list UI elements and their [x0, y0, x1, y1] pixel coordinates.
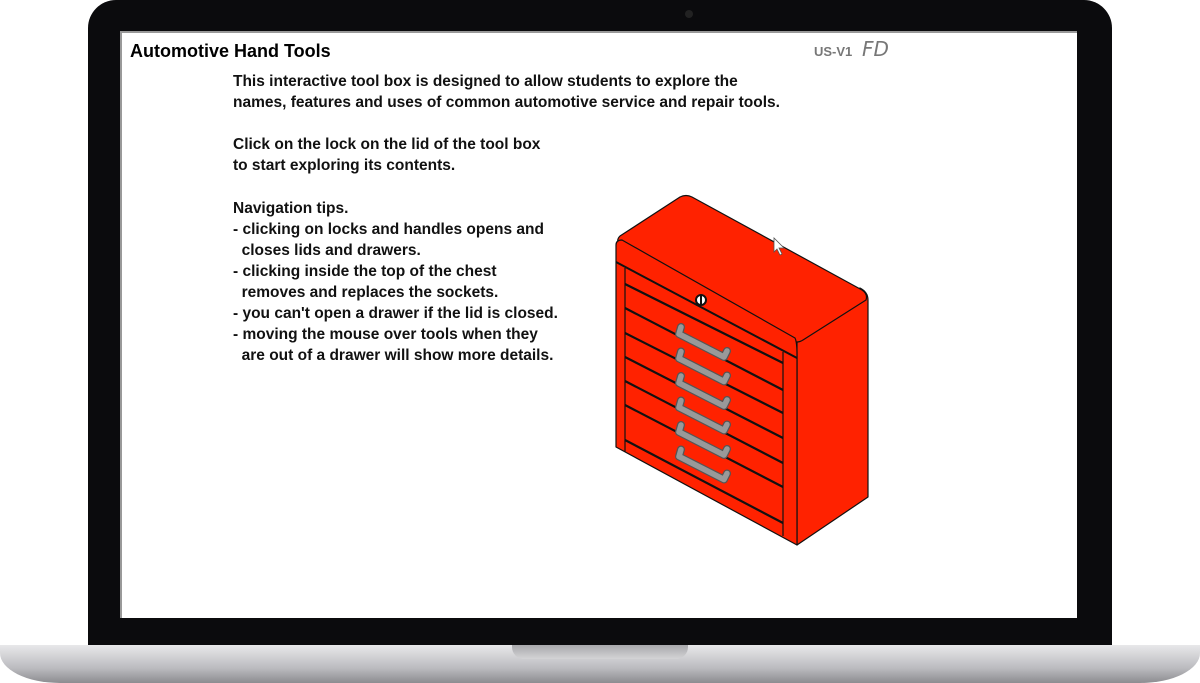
tip-line: - clicking on locks and handles opens and	[233, 221, 544, 238]
intro-line-1: This interactive tool box is designed to allow students to explore the	[233, 73, 738, 90]
version-label: US-V1	[814, 44, 853, 59]
logo: FD	[862, 37, 889, 61]
tips-heading: Navigation tips.	[233, 200, 349, 217]
lock-icon[interactable]	[696, 295, 706, 305]
tip-line: - clicking inside the top of the chest	[233, 263, 497, 280]
instruction-line-1: Click on the lock on the lid of the tool box	[233, 136, 541, 153]
intro-line-2: names, features and uses of common automotive service and repair tools.	[233, 94, 780, 111]
tip-line: - moving the mouse over tools when they	[233, 326, 538, 343]
tip-line: closes lids and drawers.	[233, 242, 421, 259]
instruction-line-2: to start exploring its contents.	[233, 157, 456, 174]
page-title: Automotive Hand Tools	[130, 41, 331, 61]
tip-line: removes and replaces the sockets.	[233, 284, 499, 301]
tip-line: are out of a drawer will show more details.	[233, 347, 554, 364]
tip-line: - you can't open a drawer if the lid is closed.	[233, 305, 558, 322]
